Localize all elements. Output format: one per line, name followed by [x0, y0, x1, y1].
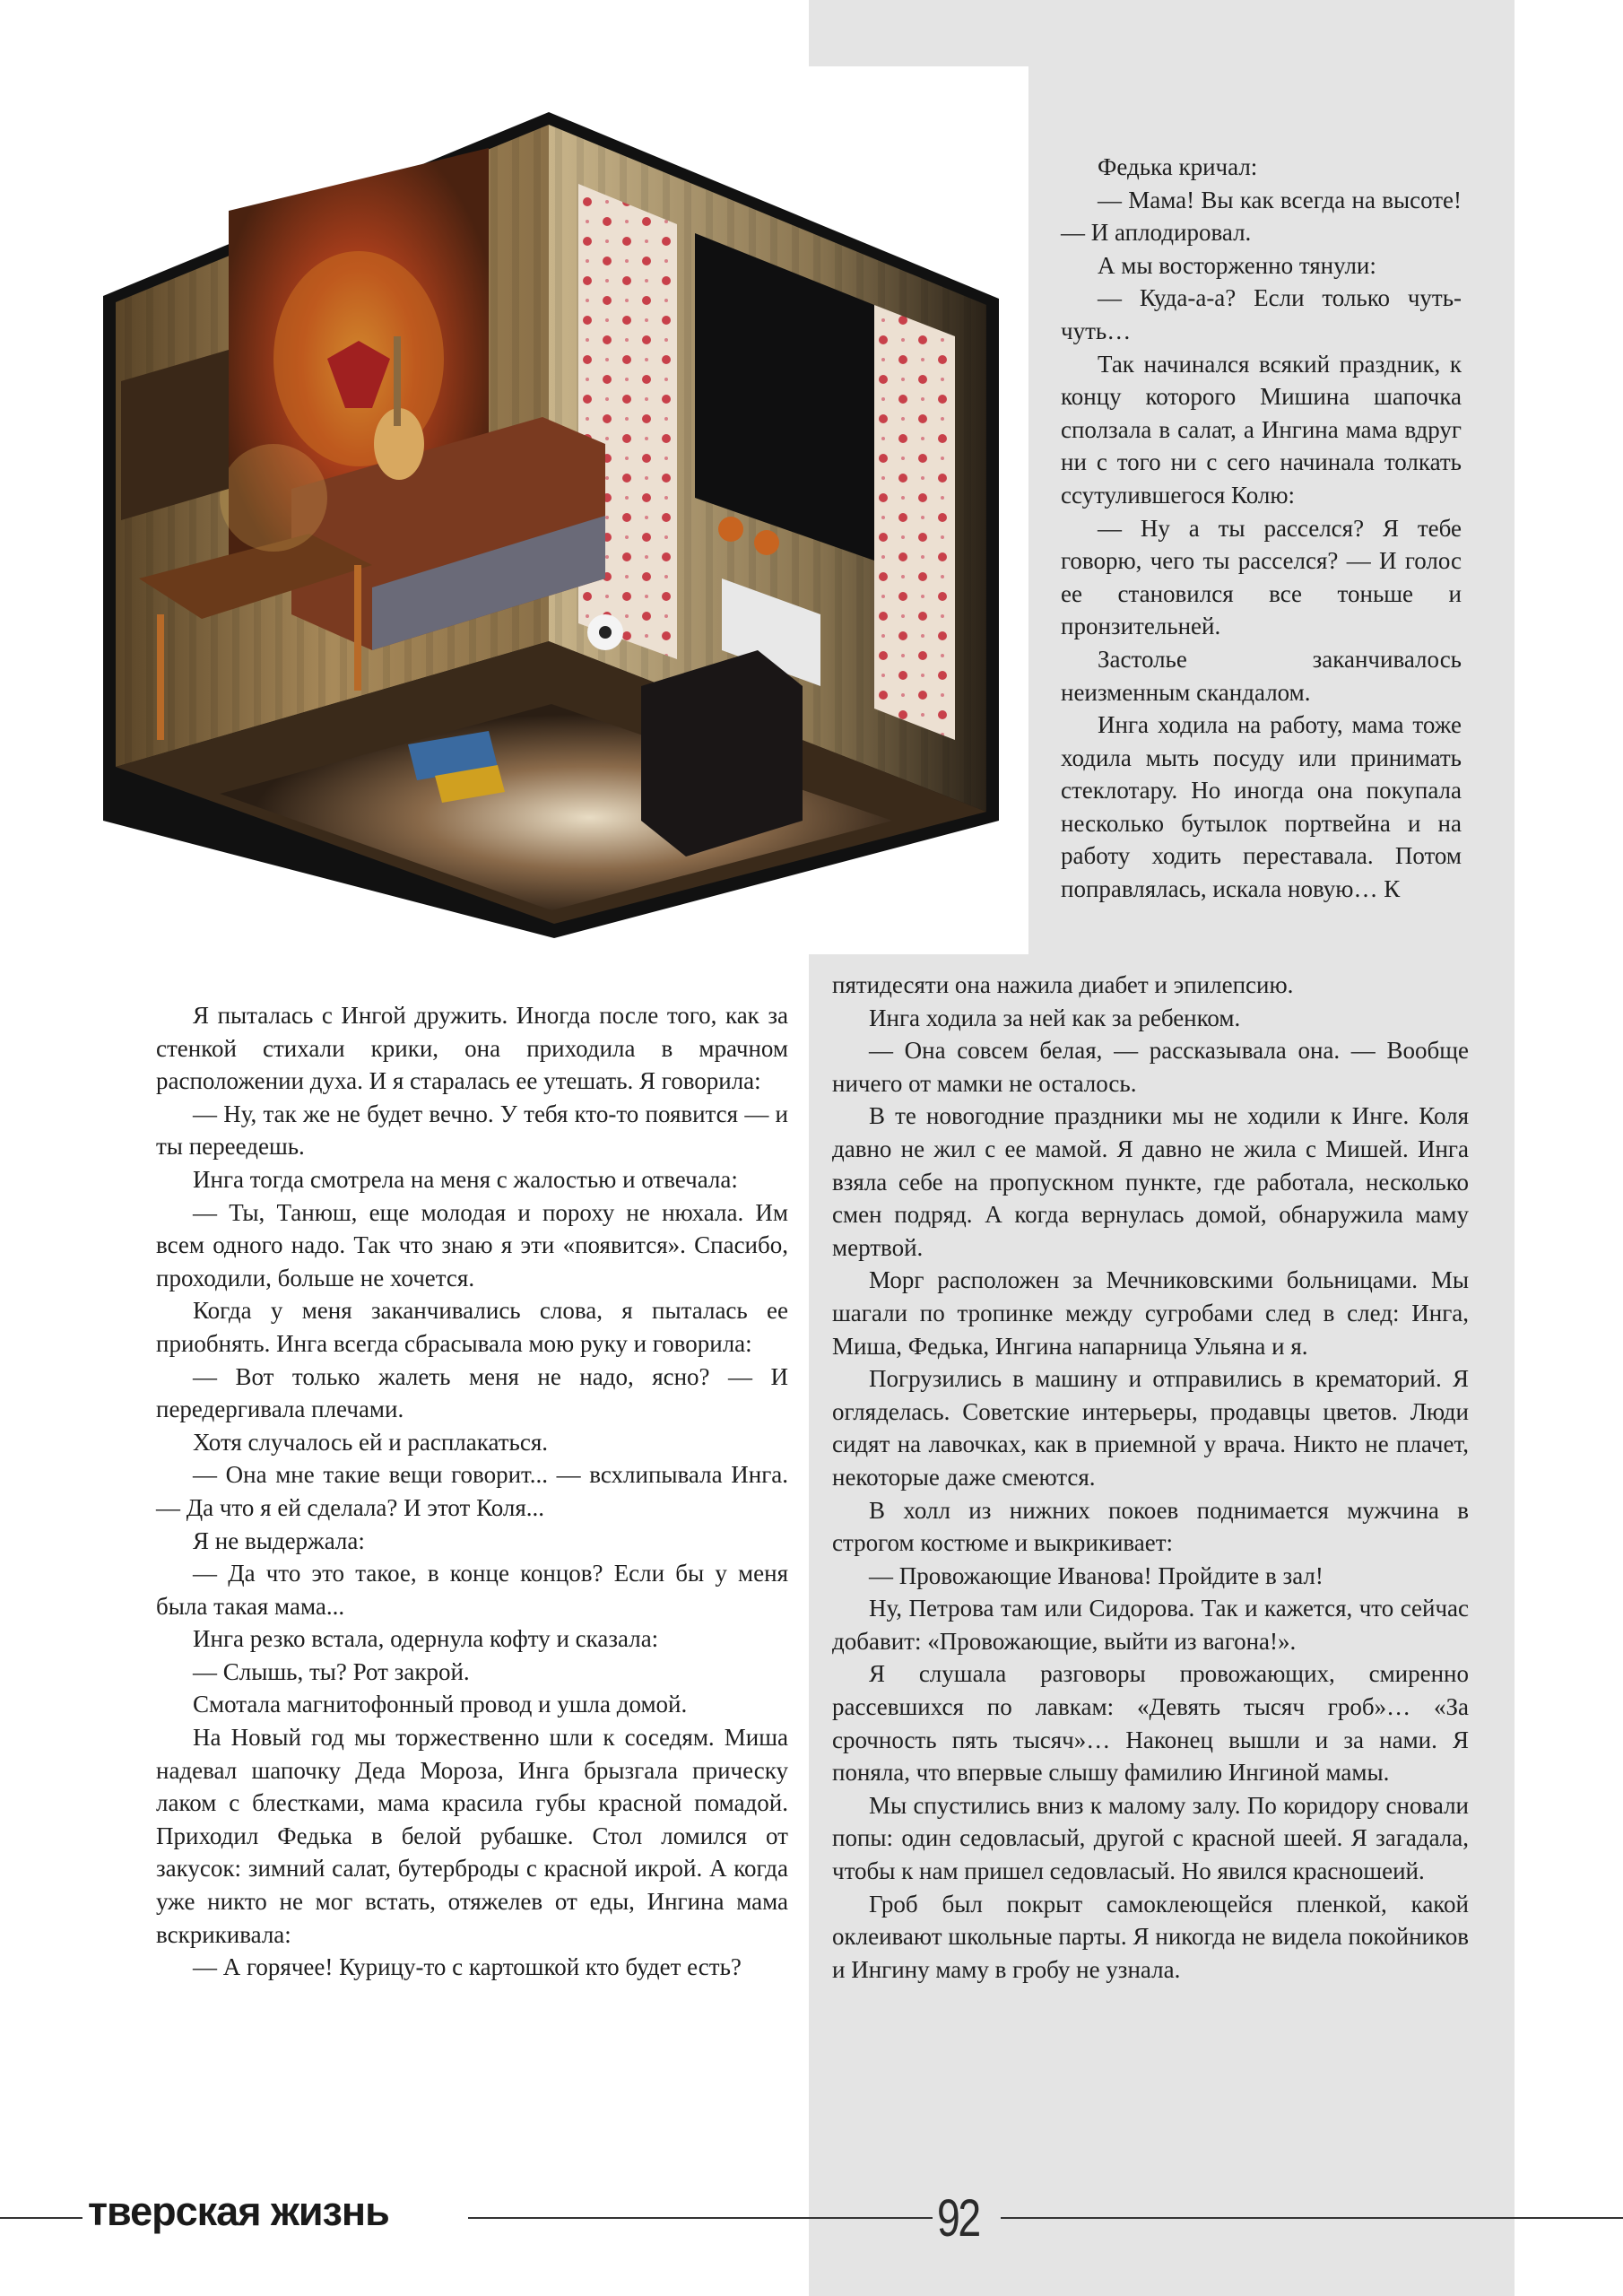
footer-rule: [0, 2217, 82, 2219]
article-column-top-right: [1061, 151, 1462, 906]
article-column-bottom-right: [832, 969, 1469, 1986]
magazine-title: тверская жизнь: [88, 2188, 389, 2234]
paragraph: — Ну а ты расселся? Я тебе говорю, чего ты расселся? — И голос ее становился все тоньше и пронзительней.: [1061, 514, 1462, 640]
paragraph: Я слушала разговоры провожающих, смиренно рассевшихся по лавкам: «Девять тысяч гроб»… «За срочность пять тысяч»… Наконец вышли и за нами. Я поняла, что впервые слышу фамилию Ингиной мамы.: [832, 1660, 1469, 1787]
paragraph: Застолье заканчивалось неизменным скандалом.: [1061, 645, 1462, 706]
paragraph: Смотала магнитофонный провод и ушла домой.: [193, 1691, 688, 1718]
paragraph: — Провожающие Иванова! Пройдите в зал!: [869, 1561, 1324, 1589]
paragraph: Когда у меня заканчивались слова, я пыталась ее приобнять. Инга всегда сбрасывала мою руку и говорила:: [156, 1297, 788, 1357]
paragraph: Инга резко встала, одернула кофту и сказала:: [193, 1625, 659, 1653]
footer-rule: [1001, 2217, 1623, 2219]
article-column-left: [156, 999, 788, 1984]
paragraph: Погрузились в машину и отправились в крематорий. Я огляделась. Советские интерьеры, продавцы цветов. Люди сидят на лавочках, как в приемной у врача. Никто не плачет, некоторые даже смеются.: [832, 1365, 1469, 1491]
paragraph: Инга ходила на работу, мама тоже ходила мыть посуду или принимать стеклотару. Но иногда она покупала несколько бутылок портвейна и на работу ходить переставала. Потом поправлялась, искала новую… К: [1061, 711, 1462, 903]
paragraph: А мы восторженно тянули:: [1098, 251, 1376, 279]
paragraph: — Да что это такое, в конце концов? Если бы у меня была такая мама...: [156, 1560, 788, 1620]
paragraph: — Она мне такие вещи говорит... — всхлипывала Инга. — Да что я ей сделала? И этот Коля...: [156, 1461, 788, 1521]
paragraph: Я пыталась с Ингой дружить. Иногда после того, как за стенкой стихали крики, она приходила в мрачном расположении духа. И я старалась ее утешать. Я говорила:: [156, 1002, 788, 1095]
paragraph: — А горячее! Курицу-то с картошкой кто будет есть?: [193, 1953, 742, 1981]
room-illustration: [103, 112, 1000, 938]
paragraph: В те новогодние праздники мы не ходили к Инге. Коля давно не жил с ее мамой. Я давно не жила с Мишей. Инга взяла себе на пропускном пункте, где работала, несколько смен подряд. А когда вернулась домой, обнаружила маму мертвой.: [832, 1102, 1469, 1261]
paragraph: — Вот только жалеть меня не надо, ясно? — И передергивала плечами.: [156, 1362, 788, 1423]
paragraph: — Ну, так же не будет вечно. У тебя кто-то появится — и ты переедешь.: [156, 1100, 788, 1161]
paragraph: Хотя случалось ей и расплакаться.: [193, 1428, 549, 1456]
paragraph: Инга тогда смотрела на меня с жалостью и отвечала:: [193, 1165, 738, 1193]
paragraph: Ну, Петрова там или Сидорова. Так и кажется, что сейчас добавит: «Провожающие, выйти из вагона!».: [832, 1595, 1469, 1655]
paragraph: Мы спустились вниз к малому залу. По коридору сновали попы: один седовласый, другой с красной шеей. Я загадала, чтобы к нам пришел седовласый. Но явился красношеий.: [832, 1791, 1469, 1885]
paragraph: На Новый год мы торжественно шли к соседям. Миша надевал шапочку Деда Мороза, Инга брызгала прическу лаком с блестками, мама красила губы красной помадой. Приходил Федька в белой рубашке. Стол ломился от закусок: зимний салат, бутерброды с красной икрой. А когда уже никто не мог встать, отяжелев от еды, Ингина мама вскрикивала:: [156, 1724, 788, 1948]
paragraph: — Мама! Вы как всегда на высоте! — И аплодировал.: [1061, 186, 1462, 247]
paragraph: Морг расположен за Мечниковскими больницами. Мы шагали по тропинке между сугробами след в след: Инга, Миша, Федька, Ингина напарница Ульяна и я.: [832, 1266, 1469, 1360]
paragraph: Гроб был покрыт самоклеющейся пленкой, какой оклеивают школьные парты. Я никогда не видела покойников и Ингину маму в гробу не узнала.: [832, 1890, 1469, 1983]
column-background-panel: [809, 0, 1515, 66]
paragraph: — Она совсем белая, — рассказывала она. — Вообще ничего от мамки не осталось.: [832, 1037, 1469, 1097]
paragraph: пятидесяти она нажила диабет и эпилепсию.: [832, 971, 1294, 998]
paragraph: В холл из нижних покоев поднимается мужчина в строгом костюме и выкрикивает:: [832, 1496, 1469, 1557]
paragraph: Я не выдержала:: [193, 1526, 365, 1554]
paragraph: — Слышь, ты? Рот закрой.: [193, 1657, 470, 1685]
footer-rule: [468, 2217, 933, 2219]
paragraph: Федька кричал:: [1098, 153, 1258, 180]
paragraph: — Куда-а-а? Если только чуть-чуть…: [1061, 284, 1462, 344]
paragraph: Так начинался всякий праздник, к концу которого Мишина шапочка сползала в салат, а Ингина мама вдруг ни с того ни с сего начинала толкать ссутулившегося Колю:: [1061, 350, 1462, 509]
paragraph: — Ты, Танюш, еще молодая и пороху не нюхала. Им всем одного надо. Так что знаю я эти «появится». Спасибо, проходили, больше не хочется.: [156, 1198, 788, 1292]
paragraph: Инга ходила за ней как за ребенком.: [869, 1004, 1241, 1031]
page-number: 92: [937, 2189, 979, 2248]
